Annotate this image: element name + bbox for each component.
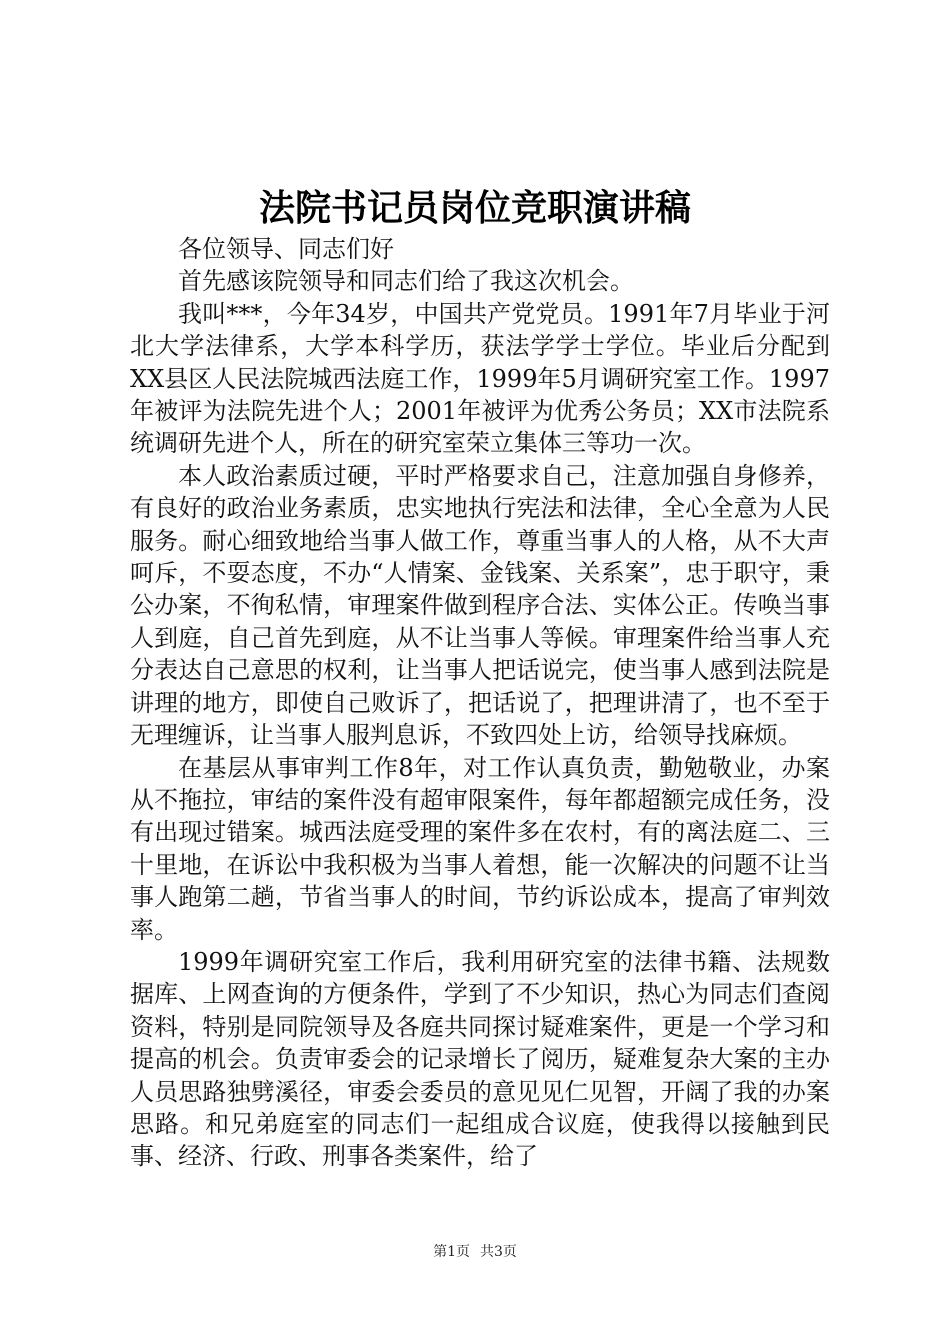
- document-body: [130, 233, 830, 1173]
- page-total: 共3页: [480, 1244, 517, 1260]
- paragraph-research-office: 1999年调研究室工作后，我利用研究室的法律书籍、法规数据库、上网查询的方便条件，学到了不少知识，热心为同志们查阅资料，特别是同院领导及各庭共同探讨疑难案件，更是一个学习和提高的机会。负责审委会的记录增长了阅历，疑难复杂大案的主办人员思路独劈溪径，审委会委员的意见见仁见智，开阔了我的办案思路。和兄弟庭室的同志们一起组成合议庭，使我得以接触到民事、经济、行政、刑事各类案件，给了: [130, 947, 830, 1171]
- page-footer: [0, 1242, 950, 1262]
- document-title: 法院书记员岗位竞职演讲稿: [258, 187, 691, 229]
- page-number: 第1页: [433, 1244, 470, 1260]
- paragraph-grassroots-work: 在基层从事审判工作8年，对工作认真负责，勤勉敬业，办案从不拖拉，审结的案件没有超审限案件，每年都超额完成任务，没有出现过错案。城西法庭受理的案件多在农村，有的离法庭二、三十里地，在诉讼中我积极为当事人着想，能一次解决的问题不让当事人跑第二趟，节省当事人的时间，节约诉讼成本，提高了审判效率。: [130, 753, 830, 944]
- paragraph-political-quality: 本人政治素质过硬，平时严格要求自己，注意加强自身修养，有良好的政治业务素质，忠实地执行宪法和法律，全心全意为人民服务。耐心细致地给当事人做工作，尊重当事人的人格，从不大声呵斥，不耍态度，不办“人情案、金钱案、关系案”，忠于职守，秉公办案，不徇私情，审理案件做到程序合法、实体公正。传唤当事人到庭，自己首先到庭，从不让当事人等候。审理案件给当事人充分表达自己意思的权利，让当事人把话说完，使当事人感到法院是讲理的地方，即使自己败诉了，把话说了，把理讲清了，也不至于无理缠诉，让当事人服判息诉，不致四处上访，给领导找麻烦。: [130, 461, 830, 750]
- paragraph-salutation: 各位领导、同志们好: [178, 235, 394, 263]
- paragraph-thanks: 首先感该院领导和同志们给了我这次机会。: [178, 267, 634, 296]
- paragraph-introduction: 我叫***，今年34岁，中国共产党党员。1991年7月毕业于河北大学法律系，大学本科学历，获法学学士学位。毕业后分配到XX县区人民法院城西法庭工作，1999年5月调研究室工作。1997年被评为法院先进个人；2001年被评为优秀公务员；XX市法院系统调研先进个人，所在的研究室荣立集体三等功一次。: [130, 299, 830, 458]
